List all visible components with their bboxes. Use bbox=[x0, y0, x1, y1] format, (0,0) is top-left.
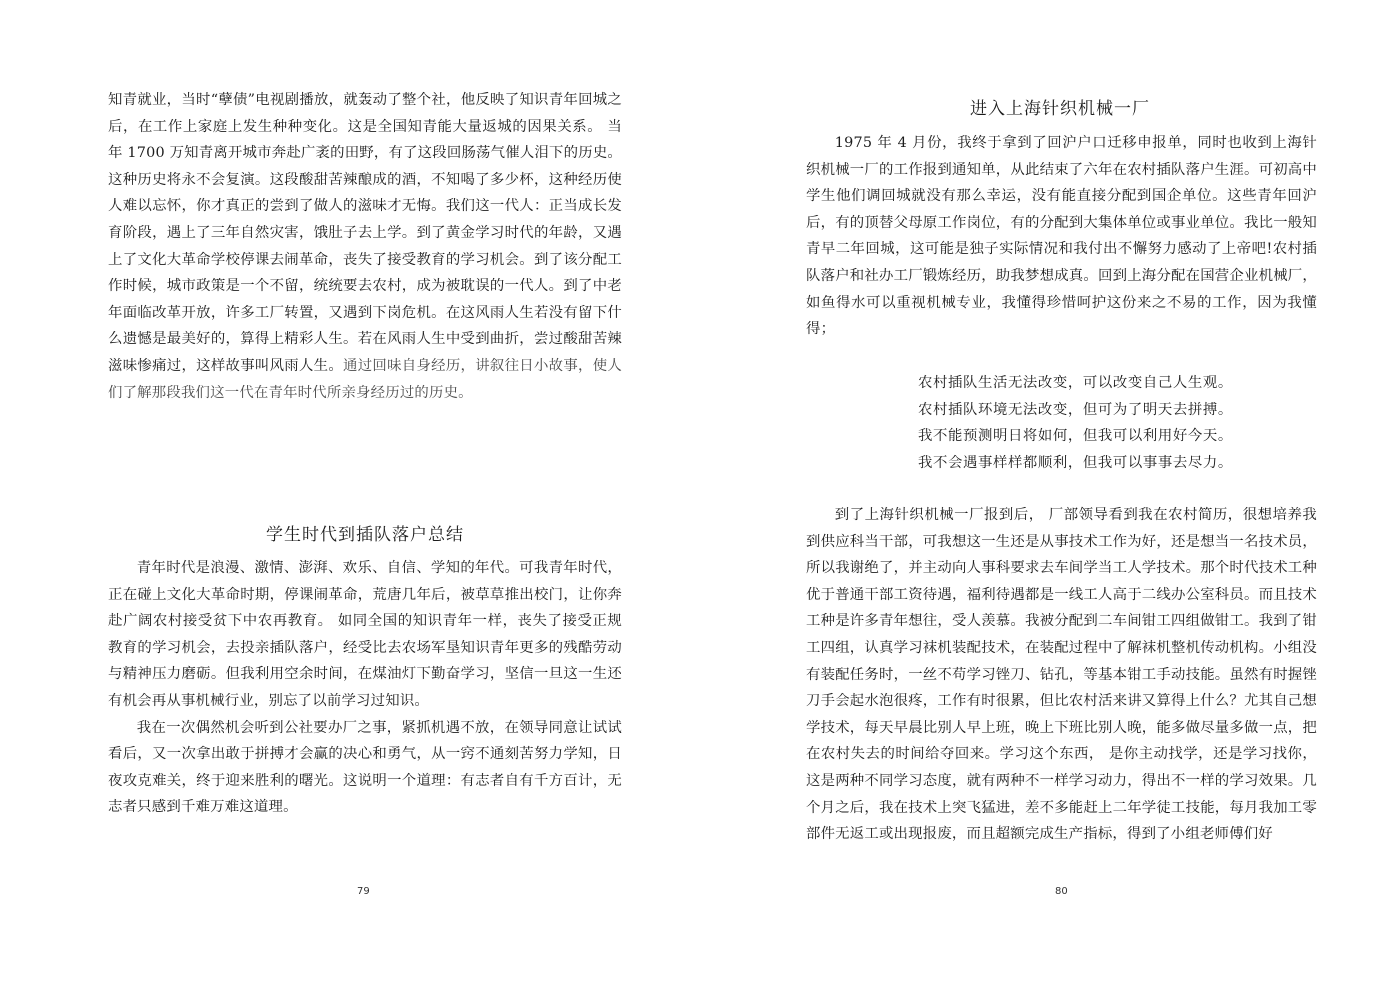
poem-line: 我不会遇事样样都顺利，但我可以事事去尽力。 bbox=[918, 454, 1233, 471]
continuation-text-block bbox=[108, 87, 622, 406]
continuation-paragraph-tail: 通过回味自身经历，讲叙往日小故事，使人们了解那段我们这一代在青年时代所亲身经历过的历史。 bbox=[108, 357, 622, 401]
right-page bbox=[699, 0, 1398, 982]
page-number: 80 bbox=[1055, 886, 1068, 897]
section-heading-student-years: 学生时代到插队落户总结 bbox=[266, 525, 464, 545]
continuation-paragraph-main: 知青就业，当时“孽债”电视剧播放，就轰动了整个社，他反映了知识青年回城之后，在工作上家庭上发生种种变化。这是全国知青能大量返城的因果关系。 当年 1700 万知青离开城市奔赴广袤的田野，有了这段回肠荡气催人泪下的历史。这种历史将永不会复演。这段酸甜苦辣酿成的酒，不知喝了多少杯，这种经历使人难以忘怀，你才真正的尝到了做人的滋味才无悔。我们这一代人：正当成长发育阶段，遇上了三年自然灾害，饿肚子去上学。到了黄金学习时代的年龄，又遇上了文化大革命学校停课去闹革命，丧失了接受教育的学习机会。到了该分配工作时候，城市政策是一个不留，统统要去农村，成为被耽误的一代人。到了中老年面临改革开放，许多工厂转置，又遇到下岗危机。在这风雨人生若没有留下什么遗憾是最美好的，算得上精彩人生。若在风雨人生中受到曲折，尝过酸甜苦辣滋味惨痛过，这样故事叫风雨人生。 bbox=[108, 92, 622, 374]
factory-intro-block bbox=[806, 130, 1317, 343]
body-paragraph: 到了上海针织机械一厂报到后， 厂部领导看到我在农村简历，很想培养我到供应科当干部，可我想这一生还是从事技术工作为好，还是想当一名技术员，所以我谢绝了，并主动向人事科要求去车间学当工人学技术。那个时代技术工种优于普通干部工资待遇，福利待遇都是一线工人高于二线办公室科员。而且技术工种是许多青年想往，受人羡慕。我被分配到二车间钳工四组做钳工。我到了钳工四组，认真学习袜机装配技术，在装配过程中了解袜机整机传动机构。小组没有装配任务时，一丝不苟学习锉刀、钻孔，等基本钳工手动技能。虽然有时握锉刀手会起水泡很疼，工作有时很累，但比农村活来讲又算得上什么？尤其自己想学技术，每天早晨比别人早上班，晚上下班比别人晚，能多做尽量多做一点，把在农村失去的时间给夺回来。学习这个东西， 是你主动找学，还是学习找你，这是两种不同学习态度，就有两种不一样学习动力，得出不一样的学习效果。几个月之后，我在技术上突飞猛进，差不多能赶上二年学徒工技能，每月我加工零部件无返工或出现报废，而且超额完成生产指标，得到了小组老师傅们好 bbox=[806, 507, 1317, 843]
poem-line: 农村插队环境无法改变，但可为了明天去拼搏。 bbox=[918, 401, 1233, 418]
continuation-paragraph bbox=[108, 87, 622, 406]
poem-line: 我不能预测明日将如何，但我可以利用好今天。 bbox=[918, 428, 1233, 445]
page-number: 79 bbox=[357, 886, 370, 897]
factory-body-block bbox=[806, 502, 1317, 848]
poem-block bbox=[918, 370, 1233, 476]
body-paragraph: 青年时代是浪漫、激情、澎湃、欢乐、自信、学知的年代。可我青年时代，正在碰上文化大革命时期，停课闹革命，荒唐几年后，被草草推出校门，让你奔赴广阔农村接受贫下中农再教育。 如同全国的知识青年一样，丧失了接受正规教育的学习机会，去投亲插队落户，经受比去农场军垦知识青年更多的残酷劳动与精神压力磨砺。但我利用空余时间，在煤油灯下勤奋学习，坚信一旦这一生还有机会再从事机械行业，别忘了以前学习过知识。 bbox=[108, 560, 622, 709]
student-years-body bbox=[108, 555, 622, 821]
poem-line: 农村插队生活无法改变，可以改变自己人生观。 bbox=[918, 375, 1233, 391]
body-paragraph: 我在一次偶然机会听到公社要办厂之事，紧抓机遇不放，在领导同意让试试看后，又一次拿出敢于拼搏才会赢的决心和勇气，从一窍不通刻苦努力学知，日夜攻克难关，终于迎来胜利的曙光。这说明一个道理：有志者自有千方百计，无志者只感到千难万难这道理。 bbox=[108, 719, 622, 816]
section-heading-factory: 进入上海针织机械一厂 bbox=[970, 99, 1150, 119]
intro-paragraph: 1975 年 4 月份，我终于拿到了回沪户口迁移申报单，同时也收到上海针织机械一厂的工作报到通知单，从此结束了六年在农村插队落户生涯。可初高中学生他们调回城就没有那么幸运，没有能直接分配到国企单位。这些青年回沪后，有的顶替父母原工作岗位，有的分配到大集体单位或事业单位。我比一般知青早二年回城，这可能是独子实际情况和我付出不懈努力感动了上帝吧!农村插队落户和社办工厂锻炼经历，助我梦想成真。回到上海分配在国营企业机械厂，如鱼得水可以重视机械专业，我懂得珍惜呵护这份来之不易的工作，因为我懂得； bbox=[806, 135, 1317, 338]
